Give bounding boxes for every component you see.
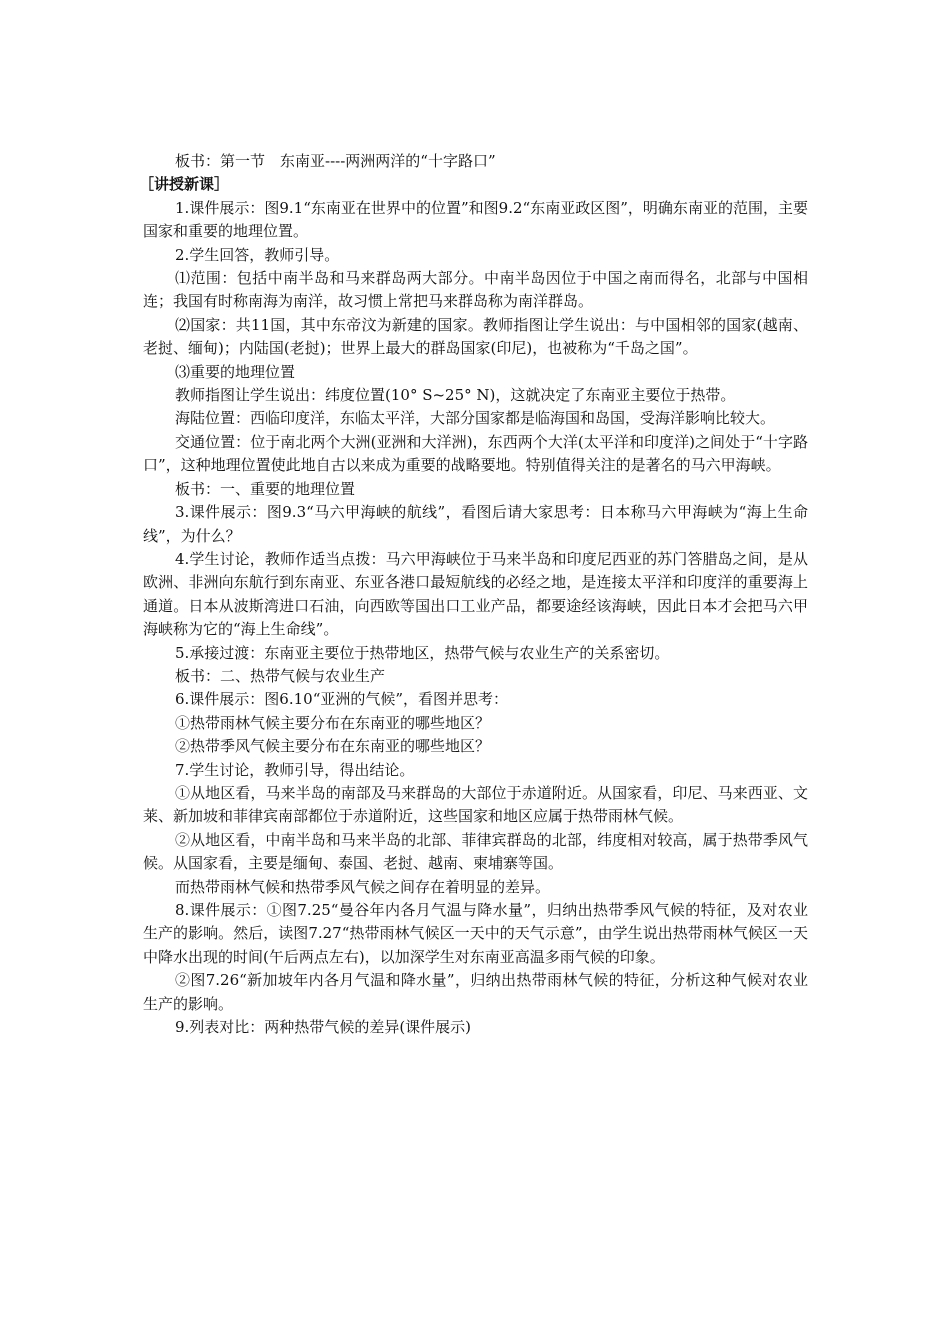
paragraph: ⑴范围：包括中南半岛和马来群岛两大部分。中南半岛因位于中国之南而得名，北部与中国相连；我国有时称南海为南洋，故习惯上常把马来群岛称为南洋群岛。 [143,269,808,311]
paragraph: 交通位置：位于南北两个大洲(亚洲和大洋洲)，东西两个大洋(太平洋和印度洋)之间处于“十字路口”，这种地理位置使此地自古以来成为重要的战略要地。特别值得关注的是著名的马六甲海峡。 [143,432,808,475]
board-note-section-title: 板书：第一节 东南亚----两洲两洋的“十字路口” [175,152,496,170]
question-item: ②热带季风气候主要分布在东南亚的哪些地区？ [175,737,491,756]
document-body [139,150,808,1039]
board-note: 板书：一、重要的地理位置 [175,479,356,498]
paragraph: ⑶重要的地理位置 [175,362,296,381]
paragraph: ②图7.26“新加坡年内各月气温和降水量”，归纳出热带雨林气候的特征，分析这种气候对农业生产的影响。 [143,971,808,1013]
question-item: ①热带雨林气候主要分布在东南亚的哪些地区？ [175,713,491,732]
paragraph: 教师指图让学生说出：纬度位置(10° S~25° N)，这就决定了东南亚主要位于热带。 [175,386,736,405]
paragraph: 9.列表对比：两种热带气候的差异(课件展示) [175,1018,472,1037]
paragraph: 4.学生讨论，教师作适当点拨：马六甲海峡位于马来半岛和印度尼西亚的苏门答腊岛之间，是从欧洲、非洲向东航行到东南亚、东亚各港口最短航线的必经之地，是连接太平洋和印度洋的重要海上通道。日本从波斯湾进口石油，向西欧等国出口工业产品，都要途经该海峡，因此日本才会把马六甲海峡称为它的“海上生命线”。 [143,549,808,639]
paragraph: 3.课件展示：图9.3“马六甲海峡的航线”，看图后请大家思考：日本称马六甲海峡为“海上生命线”，为什么？ [143,503,808,545]
paragraph: 8.课件展示：①图7.25“曼谷年内各月气温与降水量”，归纳出热带季风气候的特征，及对农业生产的影响。然后，读图7.27“热带雨林气候区一天中的天气示意”，由学生说出热带雨林气候区一天中降水出现的时间(午后两点左右)，以加深学生对东南亚高温多雨气候的印象。 [143,901,808,966]
paragraph: ⑵国家：共11国，其中东帝汶为新建的国家。教师指图让学生说出：与中国相邻的国家(越南、老挝、缅甸)；内陆国(老挝)；世界上最大的群岛国家(印尼)，也被称为“千岛之国”。 [143,315,808,358]
conclusion-item: ①从地区看，马来半岛的南部及马来群岛的大部位于赤道附近。从国家看，印尼、马来西亚、文莱、新加坡和菲律宾南部都位于赤道附近，这些国家和地区应属于热带雨林气候。 [143,783,808,826]
paragraph: 2.学生回答，教师引导。 [175,245,340,264]
paragraph: 1.课件展示：图9.1“东南亚在世界中的位置”和图9.2“东南亚政区图”，明确东南亚的范围，主要国家和重要的地理位置。 [143,198,808,241]
paragraph: 而热带雨林气候和热带季风气候之间存在着明显的差异。 [175,877,551,896]
paragraph: 海陆位置：西临印度洋，东临太平洋，大部分国家都是临海国和岛国，受海洋影响比较大。 [175,409,776,428]
paragraph: 6.课件展示：图6.10“亚洲的气候”，看图并思考： [175,690,509,709]
paragraph: 7.学生讨论，教师引导，得出结论。 [175,760,415,779]
board-note: 板书：二、热带气候与农业生产 [175,666,386,685]
conclusion-item: ②从地区看，中南半岛和马来半岛的北部、菲律宾群岛的北部，纬度相对较高，属于热带季风气候。从国家看，主要是缅甸、泰国、老挝、越南、柬埔寨等国。 [143,830,808,873]
paragraph: 5.承接过渡：东南亚主要位于热带地区，热带气候与农业生产的关系密切。 [175,643,670,662]
section-heading: ［讲授新课］ [139,175,230,194]
